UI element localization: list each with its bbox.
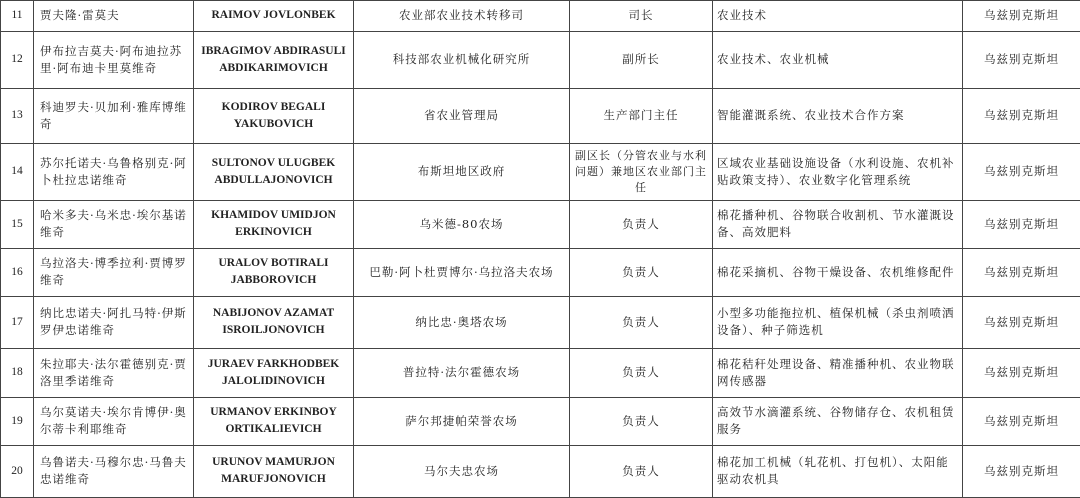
- name-english: IBRAGIMOV ABDIRASULI ABDIKARIMOVICH: [194, 31, 354, 88]
- name-english: KODIROV BEGALI YAKUBOVICH: [194, 88, 354, 143]
- name-english: KHAMIDOV UMIDJON ERKINOVICH: [194, 200, 354, 248]
- row-number: 12: [1, 31, 34, 88]
- name-chinese: 贾夫隆·雷莫夫: [34, 1, 194, 32]
- position: 负责人: [570, 348, 713, 397]
- field-of-interest: 小型多功能拖拉机、植保机械（杀虫剂喷洒设备）、种子筛选机: [713, 296, 963, 348]
- country: 乌兹别克斯坦: [963, 31, 1080, 88]
- name-english: SULTONOV ULUGBEK ABDULLAJONOVICH: [194, 143, 354, 200]
- table-row: [1, 88, 1080, 143]
- row-number: 15: [1, 200, 34, 248]
- row-number: 13: [1, 88, 34, 143]
- organization: 马尔夫忠农场: [354, 445, 570, 497]
- organization: 农业部农业技术转移司: [354, 1, 570, 32]
- field-of-interest: 棉花秸秆处理设备、精准播种机、农业物联网传感器: [713, 348, 963, 397]
- field-of-interest: 智能灌溉系统、农业技术合作方案: [713, 88, 963, 143]
- position: 生产部门主任: [570, 88, 713, 143]
- table-row: [1, 248, 1080, 296]
- field-of-interest: 农业技术、农业机械: [713, 31, 963, 88]
- country: 乌兹别克斯坦: [963, 296, 1080, 348]
- name-chinese: 纳比忠诺夫·阿扎马特·伊斯罗伊忠诺维奇: [34, 296, 194, 348]
- country: 乌兹别克斯坦: [963, 1, 1080, 32]
- country: 乌兹别克斯坦: [963, 88, 1080, 143]
- row-number: 11: [1, 1, 34, 32]
- name-chinese: 哈米多夫·乌米忠·埃尔基诺维奇: [34, 200, 194, 248]
- organization: 纳比忠·奥塔农场: [354, 296, 570, 348]
- field-of-interest: 棉花采摘机、谷物干燥设备、农机维修配件: [713, 248, 963, 296]
- position: 副区长（分管农业与水利问题）兼地区农业部门主任: [570, 143, 713, 200]
- table-body: [1, 1, 1080, 498]
- field-of-interest: 高效节水滴灌系统、谷物储存仓、农机租赁服务: [713, 397, 963, 445]
- row-number: 16: [1, 248, 34, 296]
- name-english: NABIJONOV AZAMAT ISROILJONOVICH: [194, 296, 354, 348]
- name-english: RAIMOV JOVLONBEK: [194, 1, 354, 32]
- organization: 布斯坦地区政府: [354, 143, 570, 200]
- position: 司长: [570, 1, 713, 32]
- position: 负责人: [570, 248, 713, 296]
- name-english: URUNOV MAMURJON MARUFJONOVICH: [194, 445, 354, 497]
- name-english: URALOV BOTIRALI JABBOROVICH: [194, 248, 354, 296]
- row-number: 20: [1, 445, 34, 497]
- position: 负责人: [570, 397, 713, 445]
- row-number: 14: [1, 143, 34, 200]
- position: 副所长: [570, 31, 713, 88]
- table-row: [1, 348, 1080, 397]
- table-row: [1, 200, 1080, 248]
- position: 负责人: [570, 296, 713, 348]
- table-row: [1, 445, 1080, 497]
- name-chinese: 伊布拉吉莫夫·阿布迪拉苏里·阿布迪卡里莫维奇: [34, 31, 194, 88]
- organization: 科技部农业机械化研究所: [354, 31, 570, 88]
- name-english: URMANOV ERKINBOY ORTIKALIEVICH: [194, 397, 354, 445]
- country: 乌兹别克斯坦: [963, 143, 1080, 200]
- name-chinese: 科迪罗夫·贝加利·雅库博维奇: [34, 88, 194, 143]
- table-row: [1, 1, 1080, 32]
- field-of-interest: 棉花加工机械（轧花机、打包机）、太阳能驱动农机具: [713, 445, 963, 497]
- name-english: JURAEV FARKHODBEK JALOLIDINOVICH: [194, 348, 354, 397]
- country: 乌兹别克斯坦: [963, 397, 1080, 445]
- country: 乌兹别克斯坦: [963, 248, 1080, 296]
- name-chinese: 乌尔莫诺夫·埃尔肯博伊·奥尔蒂卡利耶维奇: [34, 397, 194, 445]
- row-number: 18: [1, 348, 34, 397]
- table-row: [1, 31, 1080, 88]
- organization: 萨尔邦捷帕荣誉农场: [354, 397, 570, 445]
- country: 乌兹别克斯坦: [963, 348, 1080, 397]
- table-row: [1, 296, 1080, 348]
- row-number: 17: [1, 296, 34, 348]
- organization: 巴勒·阿卜杜贾博尔·乌拉洛夫农场: [354, 248, 570, 296]
- table-row: [1, 397, 1080, 445]
- name-chinese: 苏尔托诺夫·乌鲁格别克·阿卜杜拉忠诺维奇: [34, 143, 194, 200]
- organization: 乌米德-80农场: [354, 200, 570, 248]
- country: 乌兹别克斯坦: [963, 445, 1080, 497]
- field-of-interest: 棉花播种机、谷物联合收割机、节水灌溉设备、高效肥料: [713, 200, 963, 248]
- row-number: 19: [1, 397, 34, 445]
- name-chinese: 乌拉洛夫·博季拉利·贾博罗维奇: [34, 248, 194, 296]
- organization: 省农业管理局: [354, 88, 570, 143]
- country: 乌兹别克斯坦: [963, 200, 1080, 248]
- position: 负责人: [570, 445, 713, 497]
- table-row: [1, 143, 1080, 200]
- field-of-interest: 区域农业基础设施设备（水利设施、农机补贴政策支持）、农业数字化管理系统: [713, 143, 963, 200]
- name-chinese: 乌鲁诺夫·马穆尔忠·马鲁夫忠诺维奇: [34, 445, 194, 497]
- field-of-interest: 农业技术: [713, 1, 963, 32]
- name-chinese: 朱拉耶夫·法尔霍德别克·贾洛里季诺维奇: [34, 348, 194, 397]
- position: 负责人: [570, 200, 713, 248]
- organization: 普拉特·法尔霍德农场: [354, 348, 570, 397]
